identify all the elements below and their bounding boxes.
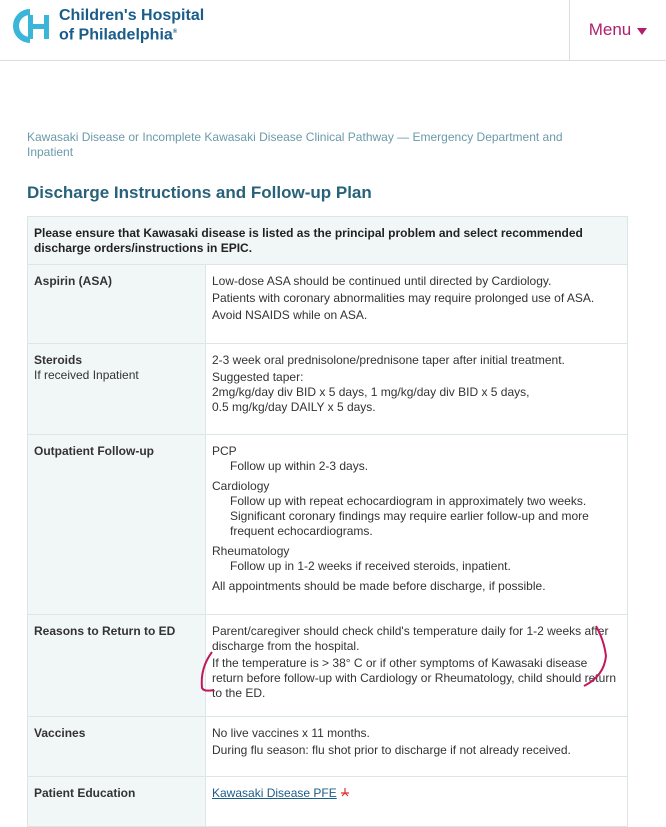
table-row (28, 344, 628, 435)
followup-footer: All appointments should be made before discharge, if possible. (212, 579, 546, 593)
menu-label: Menu (588, 20, 632, 39)
return-ed-label: Reasons to Return to ED (34, 624, 176, 638)
rheumatology-detail: Follow up in 1-2 weeks if received steroids, inpatient. (230, 559, 511, 573)
cardiology-heading: Cardiology (212, 479, 270, 493)
site-header (0, 0, 666, 61)
registered-mark: ® (172, 29, 178, 36)
education-label: Patient Education (34, 786, 136, 800)
aspirin-line: Patients with coronary abnormalities may require prolonged use of ASA. (212, 291, 595, 305)
followup-content (206, 435, 628, 615)
menu-caret-icon (637, 28, 647, 35)
table-row (28, 217, 628, 265)
steroids-label: Steroids (34, 353, 83, 367)
vaccines-label: Vaccines (34, 726, 86, 740)
vaccines-line: During flu season: flu shot prior to discharge if not already received. (212, 743, 571, 757)
discharge-plan-table (27, 216, 628, 827)
return-ed-content (206, 615, 628, 717)
breadcrumb[interactable]: Kawasaki Disease or Incomplete Kawasaki Disease Clinical Pathway — Emergency Department and Inpatient (27, 130, 563, 159)
pdf-icon[interactable] (340, 787, 350, 798)
return-ed-line: If the temperature is > 38° C or if other symptoms of Kawasaki disease return before follow-up with Cardiology or Rheumatology, child should return to the ED. (212, 656, 616, 700)
page-title: Discharge Instructions and Follow-up Plan (27, 183, 372, 202)
table-row (28, 435, 628, 615)
education-content (206, 777, 628, 827)
aspirin-line: Avoid NSAIDS while on ASA. (212, 308, 368, 322)
chop-logo-icon (8, 6, 54, 46)
followup-label: Outpatient Follow-up (34, 444, 154, 458)
pcp-detail: Follow up within 2-3 days. (230, 459, 369, 473)
kawasaki-pfe-link[interactable]: Kawasaki Disease PFE (212, 786, 337, 800)
table-row (28, 265, 628, 344)
logo-line-2: of Philadelphia (59, 26, 173, 44)
table-row (28, 717, 628, 777)
vaccines-content (206, 717, 628, 777)
steroids-line: 2mg/kg/day div BID x 5 days, 1 mg/kg/day div BID x 5 days, (212, 385, 530, 399)
aspirin-label: Aspirin (ASA) (34, 274, 112, 288)
rheumatology-heading: Rheumatology (212, 544, 290, 558)
steroids-line: 0.5 mg/kg/day DAILY x 5 days. (212, 400, 376, 414)
table-row (28, 777, 628, 827)
epic-note: Please ensure that Kawasaki disease is listed as the principal problem and select recommended discharge orders/instructions in EPIC. (28, 217, 628, 265)
vaccines-line: No live vaccines x 11 months. (212, 726, 370, 740)
steroids-line: Suggested taper: (212, 370, 304, 384)
cardiology-detail: Follow up with repeat echocardiogram in approximately two weeks. Significant coronary findings may require earlier follow-up and more frequent echocardiograms. (230, 494, 589, 538)
pcp-heading: PCP (212, 444, 237, 458)
steroids-sublabel: If received Inpatient (34, 368, 139, 382)
table-row (28, 615, 628, 717)
aspirin-line: Low-dose ASA should be continued until directed by Cardiology. (212, 274, 552, 288)
logo-line-1: Children's Hospital (59, 7, 205, 25)
menu-button[interactable] (569, 0, 666, 60)
steroids-content (206, 344, 628, 435)
aspirin-content (206, 265, 628, 344)
return-ed-line: Parent/caregiver should check child's temperature daily for 1-2 weeks after discharge from the hospital. (212, 624, 609, 653)
chop-logo[interactable] (8, 6, 204, 46)
steroids-line: 2-3 week oral prednisolone/prednisone taper after initial treatment. (212, 353, 565, 367)
